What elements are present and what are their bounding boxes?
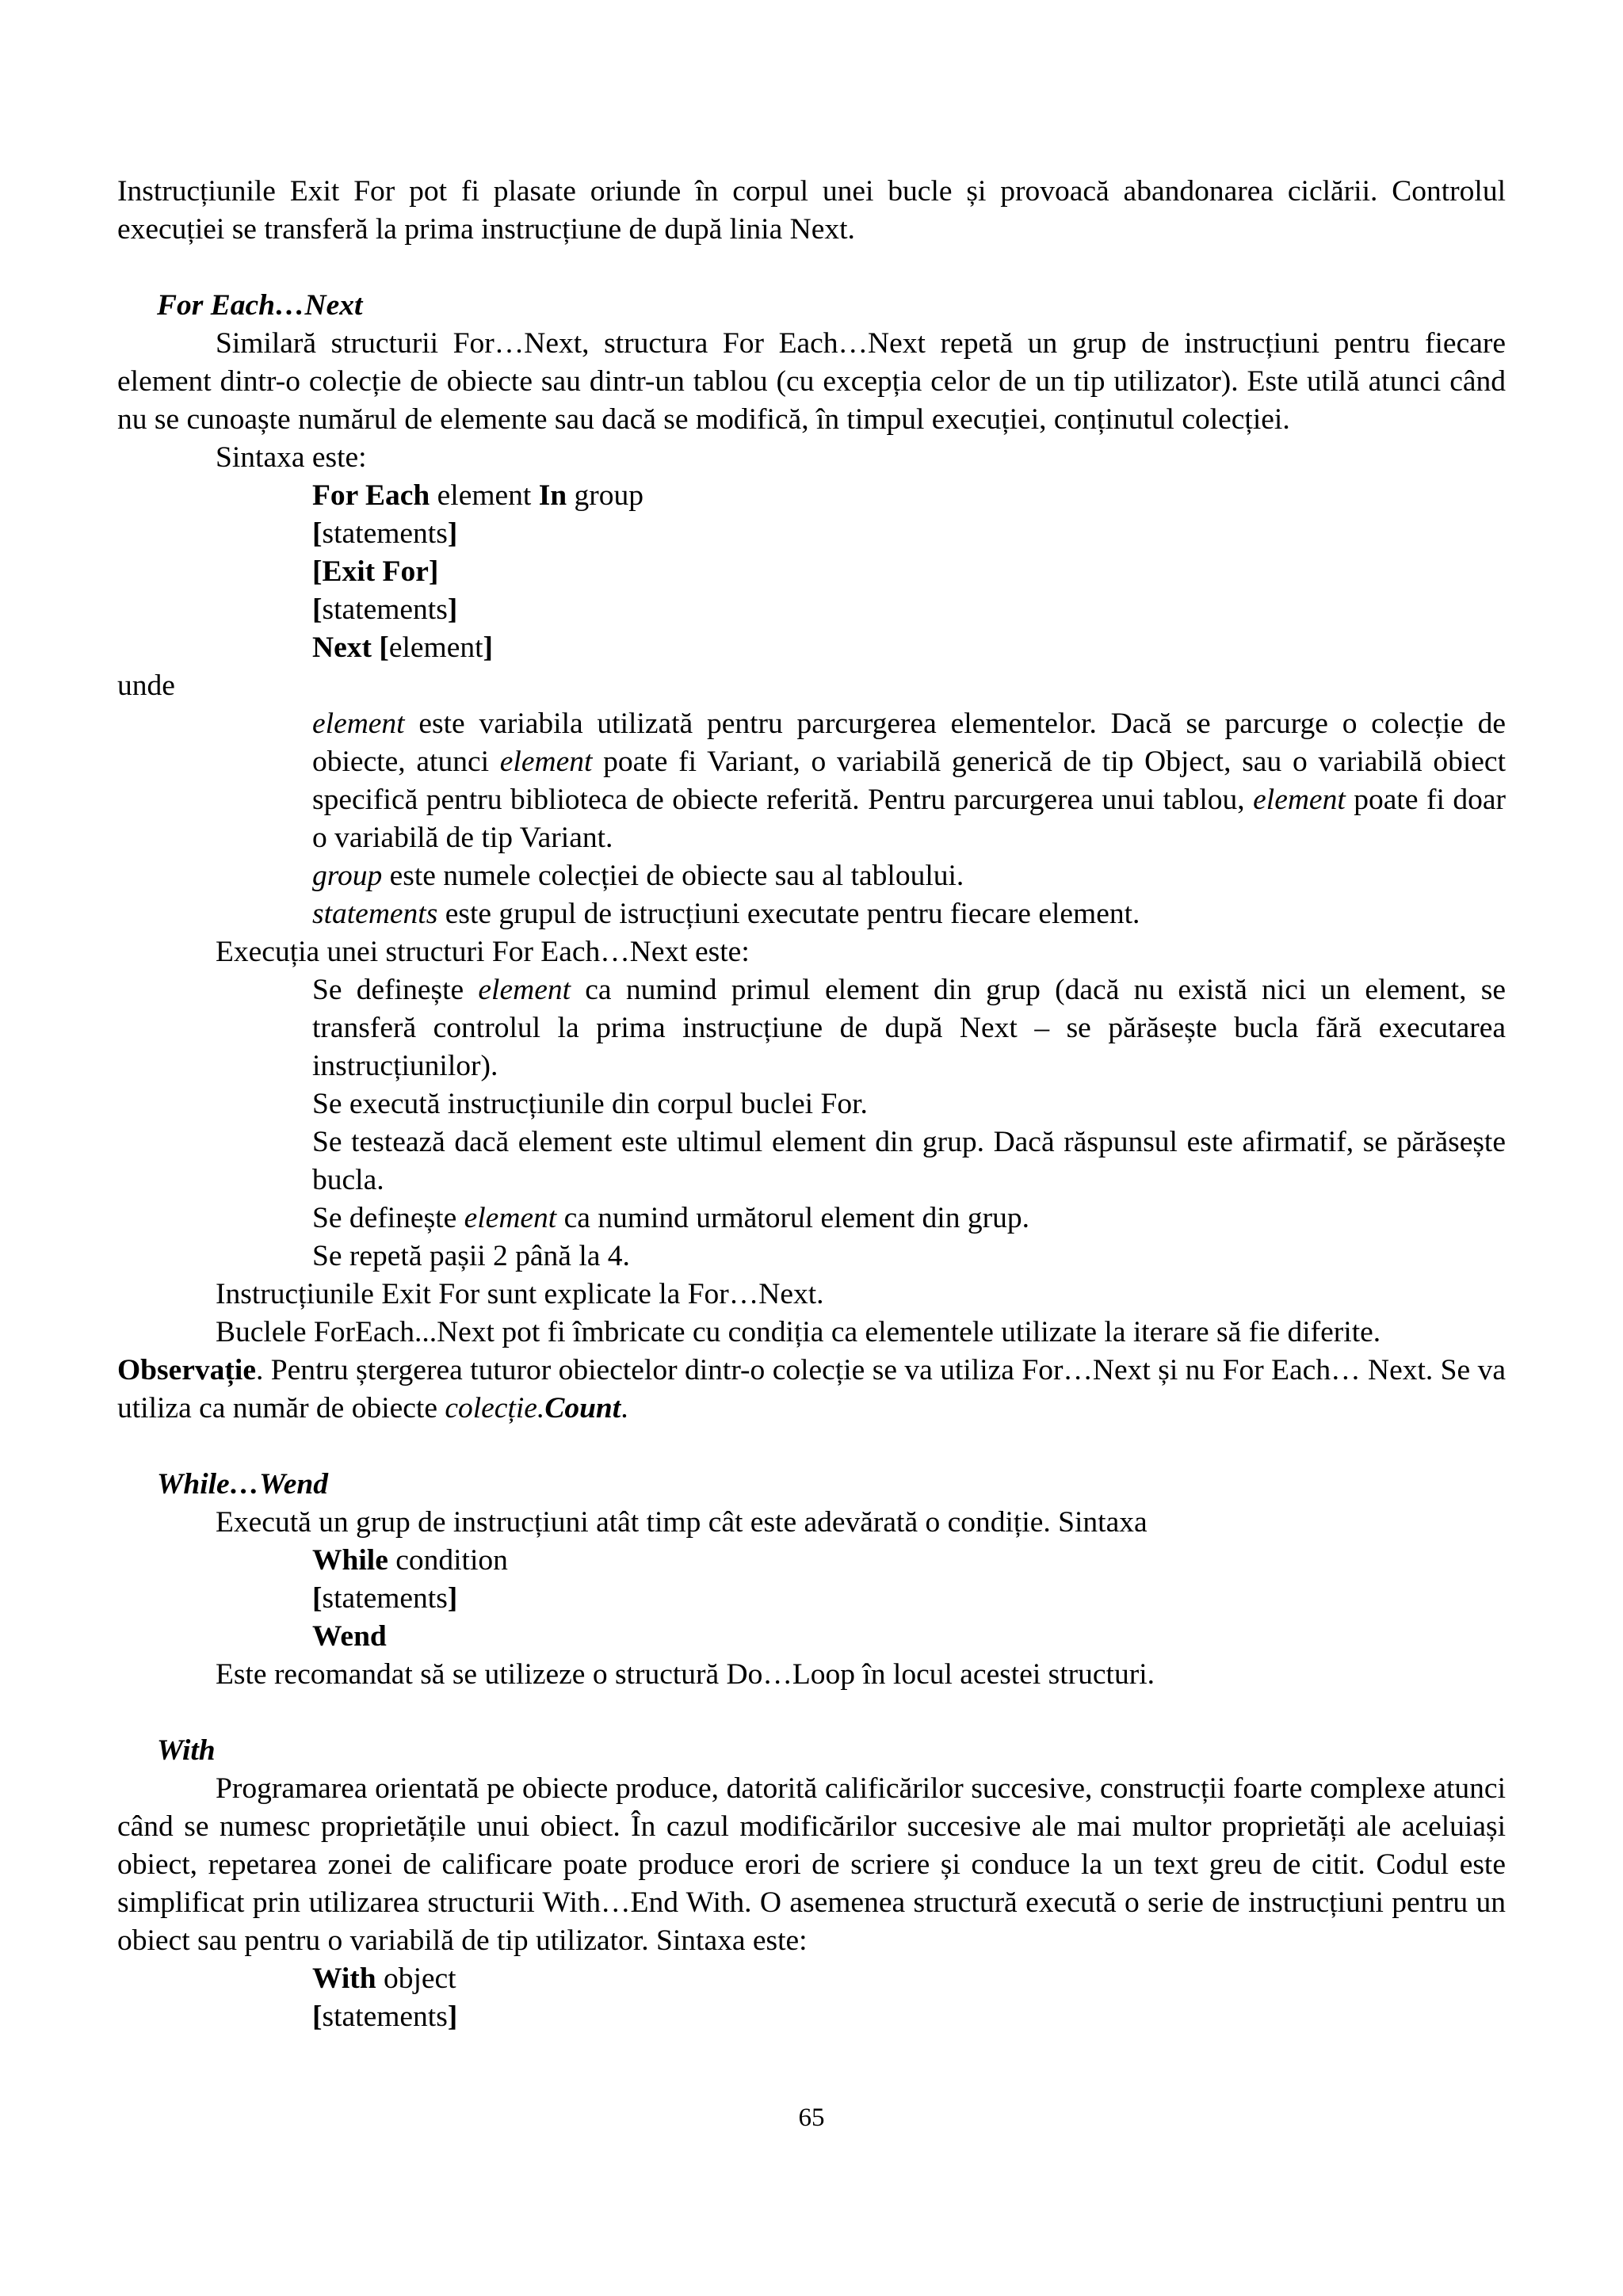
code-line: [statements] (312, 1582, 458, 1615)
code-line: Wend (312, 1620, 387, 1653)
step-2: Se execută instrucțiunile din corpul buclei For. (312, 1088, 868, 1120)
code-line: Next [element] (312, 631, 494, 664)
step-5: Se repetă pașii 2 până la 4. (312, 1240, 630, 1272)
where-label: unde (117, 669, 175, 702)
page-number: 65 (798, 2103, 825, 2132)
code-line: [statements] (312, 2000, 458, 2033)
param-group: group este numele colecției de obiecte sau al tabloului. (312, 860, 964, 892)
note-nested-loops: Buclele ForEach...Next pot fi îmbricate cu condiția ca elementele utilizate la iterare să fie diferite. (216, 1316, 1381, 1348)
document-page (117, 173, 1506, 2036)
section-heading-while-wend: While…Wend (157, 1468, 328, 1501)
param-statements: statements este grupul de istrucțiuni executate pentru fiecare element. (312, 898, 1140, 930)
step-4: Se definește element ca numind următorul element din grup. (312, 1202, 1029, 1234)
with-syntax-block (117, 1960, 1506, 2036)
step-3: Se testează dacă element este ultimul element din grup. Dacă răspunsul este afirmatif, se părăsește bucla. (312, 1126, 1506, 1196)
execution-label: Execuția unei structuri For Each…Next este: (216, 936, 750, 968)
section-heading-with: With (157, 1734, 216, 1767)
code-line: While condition (312, 1544, 508, 1577)
parameter-descriptions (117, 705, 1506, 933)
code-line: With object (312, 1962, 456, 1995)
step-1: Se definește element ca numind primul element din grup (dacă nu există nici un element, se transferă controlul la prima instrucțiune de după Next – se părăsește bucla fără executarea instrucțiunilor). (312, 974, 1506, 1082)
observation-paragraph: Observație. Pentru ștergerea tuturor obiectelor dintr-o colecție se va utiliza For…Next și nu For Each… Next. Se va utiliza ca număr de obiecte colecție.Count. (117, 1354, 1506, 1425)
execution-steps (117, 971, 1506, 1276)
syntax-label: Sintaxa este: (216, 441, 367, 474)
note-exit-for: Instrucțiunile Exit For sunt explicate la For…Next. (216, 1278, 824, 1310)
with-intro: Programarea orientată pe obiecte produce, datorită calificărilor succesive, construcții foarte complexe atunci când se numesc proprietățile unui obiect. În cazul modificărilor succesive ale mai multor proprietăți ale aceluiași obiect, repetarea zonei de calificare poate produce erori de scriere și conduce la un text greu de citit. Codul este simplificat prin utilizarea structurii With…End With. O asemenea structură execută o serie de instrucțiuni pentru un obiect sau pentru o variabilă de tip utilizator. Sintaxa este: (117, 1772, 1506, 1957)
while-wend-recommendation: Este recomandat să se utilizeze o structură Do…Loop în locul acestei structuri. (216, 1658, 1155, 1691)
for-each-intro: Similară structurii For…Next, structura For Each…Next repetă un grup de instrucțiuni pentru fiecare element dintr-o colecție de obiecte sau dintr-un tablou (cu excepția celor de un tip utilizator). Este utilă atunci când nu se cunoaște numărul de elemente sau dacă se modifică, în timpul execuției, conținutul colecției. (117, 327, 1506, 436)
code-line: [Exit For] (312, 555, 439, 588)
while-wend-syntax-block (117, 1542, 1506, 1656)
code-line: [statements] (312, 517, 458, 550)
while-wend-intro: Execută un grup de instrucțiuni atât timp cât este adevărată o condiție. Sintaxa (216, 1506, 1148, 1539)
section-heading-for-each: For Each…Next (157, 289, 363, 322)
param-element: element este variabila utilizată pentru parcurgerea elementelor. Dacă se parcurge o colecție de obiecte, atunci element poate fi Variant, o variabilă generică de tip Object, sau o variabilă obiect specifică pentru biblioteca de obiecte referită. Pentru parcurgerea unui tablou, element poate fi doar o variabilă de tip Variant. (312, 707, 1506, 854)
for-each-syntax-block (117, 477, 1506, 667)
code-line: For Each element In group (312, 479, 644, 512)
exit-for-paragraph: Instrucțiunile Exit For pot fi plasate oriunde în corpul unei bucle și provoacă abandonarea ciclării. Controlul execuției se transferă la prima instrucțiune de după linia Next. (117, 175, 1506, 246)
code-line: [statements] (312, 593, 458, 626)
